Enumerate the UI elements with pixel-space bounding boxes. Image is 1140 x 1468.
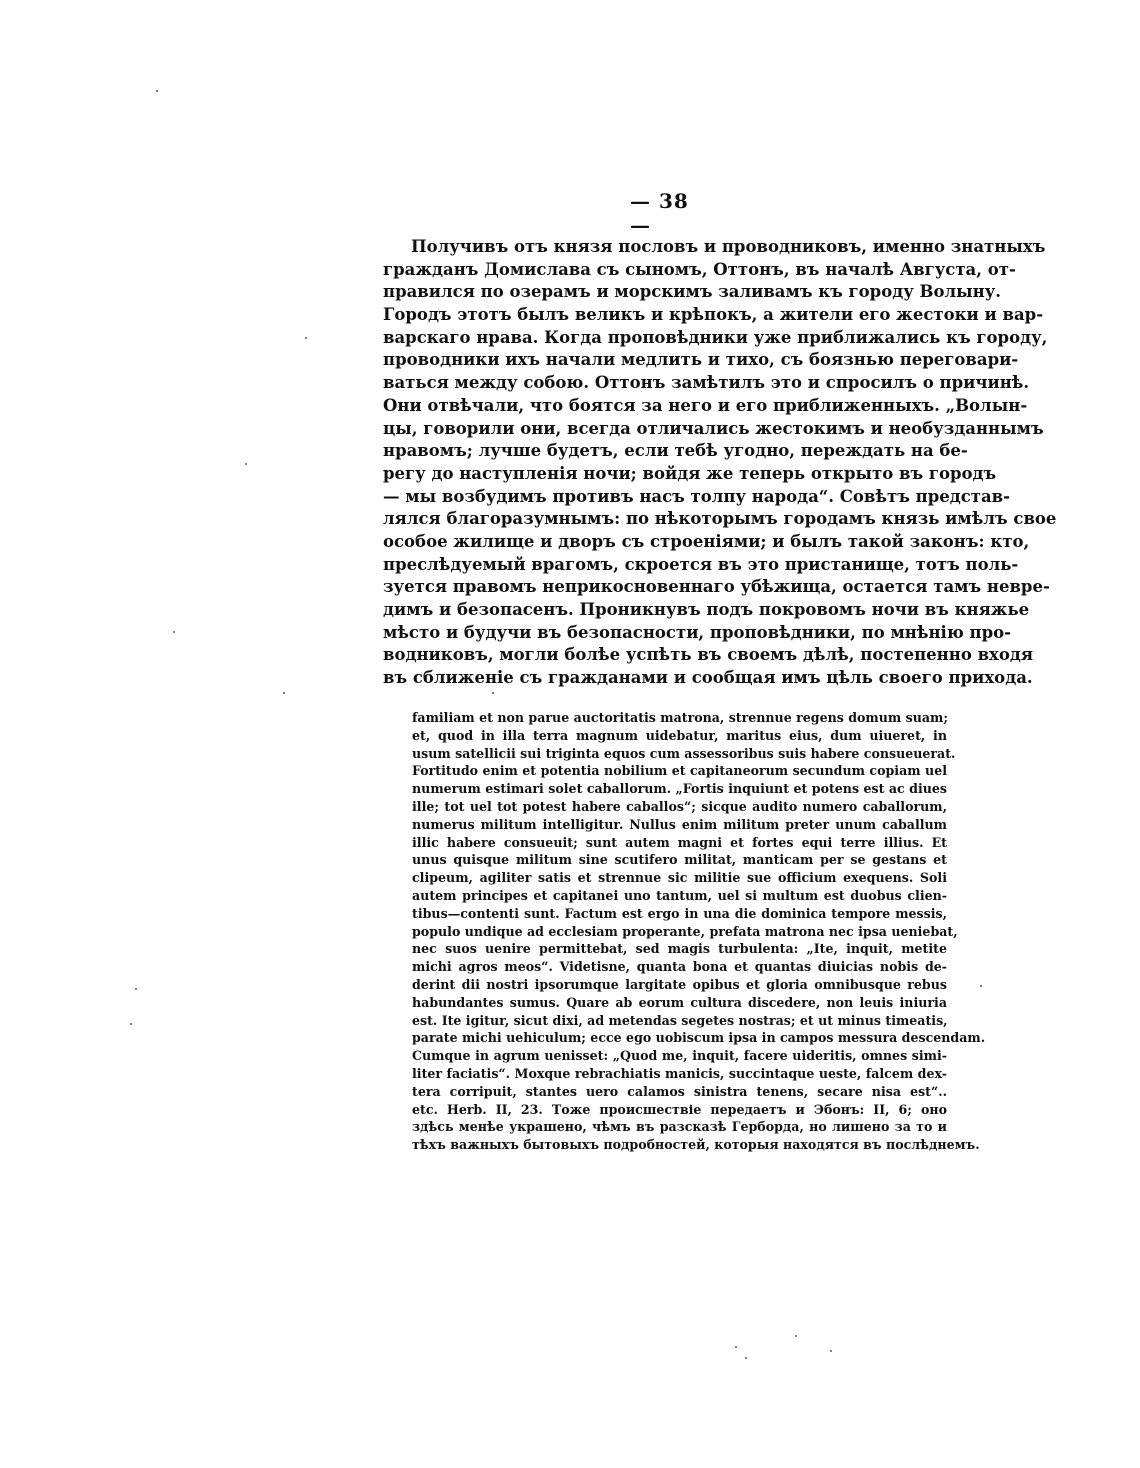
footnote-line: habundantes sumus. Quare ab eorum cultura discedere, non leuis iniuria [412,994,947,1010]
scan-speck [795,1335,797,1337]
footnote [412,709,986,1154]
footnote-line: est. Ite igitur, sicut dixi, ad metendas segetes nostras; et ut minus timeatis, [412,1012,948,1028]
footnote-line: clipeum, agiliter satis et strennue sic militie sue officium exequens. Soli [412,870,947,886]
footnote-line: ille; tot uel tot potest habere caballos“; sicque audito numero caballorum, [412,798,947,814]
text-line: зуется правомъ неприкосновеннаго убѣжища, остается тамъ невре- [383,577,1050,597]
text-line: гражданъ Домислава съ сыномъ, Оттонъ, въ началѣ Августа, от- [383,259,1016,279]
scan-speck [980,985,982,987]
text-line: цы, говорили они, всегда отличались жестокимъ и необузданнымъ [383,418,1044,438]
footnote-line: Fortitudo enim et potentia nobilium et capitaneorum secundum copiam uel [412,763,947,779]
scan-speck [135,988,137,990]
page-number: — 38 — [630,189,689,237]
scan-speck [492,692,494,694]
main-text [383,236,1057,690]
text-line: Они отвѣчали, что боятся за него и его приближенныхъ. „Волын- [383,395,1028,415]
text-line: регу до наступленія ночи; войдя же теперь открыто въ городъ [383,463,997,483]
scan-speck [173,631,175,633]
scan-speck [245,463,247,465]
scan-speck [735,1346,737,1348]
text-line: димъ и безопасенъ. Проникнувъ подъ покровомъ ночи въ княжье [383,600,1030,619]
footnote-line: nec suos uenire permittebat, sed magis turbulenta: „Ite, inquit, metite [412,941,947,957]
footnote-line: здѣсь менѣе украшено, чѣмъ въ разсказѣ Герборда, но лишено за то и [412,1119,947,1135]
text-line: водниковъ, могли болѣе успѣть въ своемъ дѣлѣ, постепенно входя [383,645,1034,665]
text-line: Городъ этотъ былъ великъ и крѣпокъ, а жители его жестоки и вар- [383,305,1044,325]
text-line: варскаго нрава. Когда проповѣдники уже приближались къ городу, [383,327,1048,347]
scan-speck [305,337,307,339]
footnote-line: liter faciatis“. Moxque rebrachiatis manicis, succintaque ueste, falcem dex- [412,1065,947,1081]
footnote-line: familiam et non parue auctoritatis matrona, strennue regens domum suam; [412,710,948,725]
text-line: — мы возбудимъ противъ насъ толпу народа“. Совѣтъ представ- [383,486,1010,506]
footnote-line: etc. Herb. II, 23. Тоже происшествіе передаетъ и Эбонъ: II, 6; оно [412,1101,947,1117]
footnote-line: autem principes et capitanei uno tantum, uel si multum est duobus clien- [412,887,947,903]
footnote-line: тѣхъ важныхъ бытовыхъ подробностей, которыя находятся въ послѣднемъ. [412,1137,980,1153]
footnote-line: usum satellicii sui triginta equos cum assessoribus suis habere consueuerat. [412,745,956,761]
scan-speck [130,1023,132,1025]
text-line: проводники ихъ начали медлить и тихо, съ боязнью переговари- [383,350,1019,370]
footnote-line: tibus—contenti sunt. Factum est ergo in una die dominica tempore messis, [412,905,947,921]
text-line: мѣсто и будучи въ безопасности, проповѣдники, по мнѣнію про- [383,622,1011,642]
text-line: преслѣдуемый врагомъ, скроется въ это пристанище, тотъ поль- [383,554,1019,574]
footnote-line: unus quisque militum sine scutifero militat, manticam per se gestans et [412,852,947,868]
text-line: ваться между собою. Оттонъ замѣтилъ это и спросилъ о причинѣ. [383,373,1030,393]
footnote-line: Cumque in agrum uenisset: „Quod me, inquit, facere uideritis, omnes simi- [412,1048,947,1064]
scan-speck [745,1357,747,1359]
text-line: лялся благоразумнымъ: по нѣкоторымъ городамъ князь имѣлъ свое [383,509,1057,529]
footnote-line: tera corripuit, stantes uero calamos sinistra tenens, secare nisa est“.. [412,1083,947,1099]
footnote-line: michi agros meos“. Videtisne, quanta bona et quantas diuicias nobis de- [412,959,947,975]
footnote-line: illic habere consueuit; sunt autem magni et fortes equi terre illius. Et [412,834,947,850]
text-line: особое жилище и дворъ съ строеніями; и былъ такой законъ: кто, [383,531,1030,551]
footnote-line: derint dii nostri ipsorumque largitate opibus et gloria omnibusque rebus [412,976,947,992]
text-line: въ сближеніе съ гражданами и сообщая имъ цѣль своего прихода. [383,668,1033,688]
scan-speck [830,1350,832,1352]
footnote-line: parate michi uehiculum; ecce ego uobiscum ipsa in campos messura descendam. [412,1030,986,1046]
text-line: правился по озерамъ и морскимъ заливамъ къ городу Волыну. [383,282,1002,302]
footnote-line: numerus militum intelligitur. Nullus enim militum preter unum caballum [412,816,947,832]
footnote-line: et, quod in illa terra magnum uidebatur, maritus eius, dum uiueret, in [412,727,947,743]
scan-speck [283,692,285,694]
footnote-line: populo undique ad ecclesiam properante, prefata matrona nec ipsa ueniebat, [412,923,958,939]
footnote-line: numerum estimari solet caballorum. „Fortis inquiunt et potens est ac diues [412,781,947,797]
text-line: Получивъ отъ князя пословъ и проводниковъ, именно знатныхъ [411,237,1046,256]
scan-speck [156,90,158,92]
text-line: нравомъ; лучше будетъ, если тебѣ угодно, переждать на бе- [383,441,968,461]
